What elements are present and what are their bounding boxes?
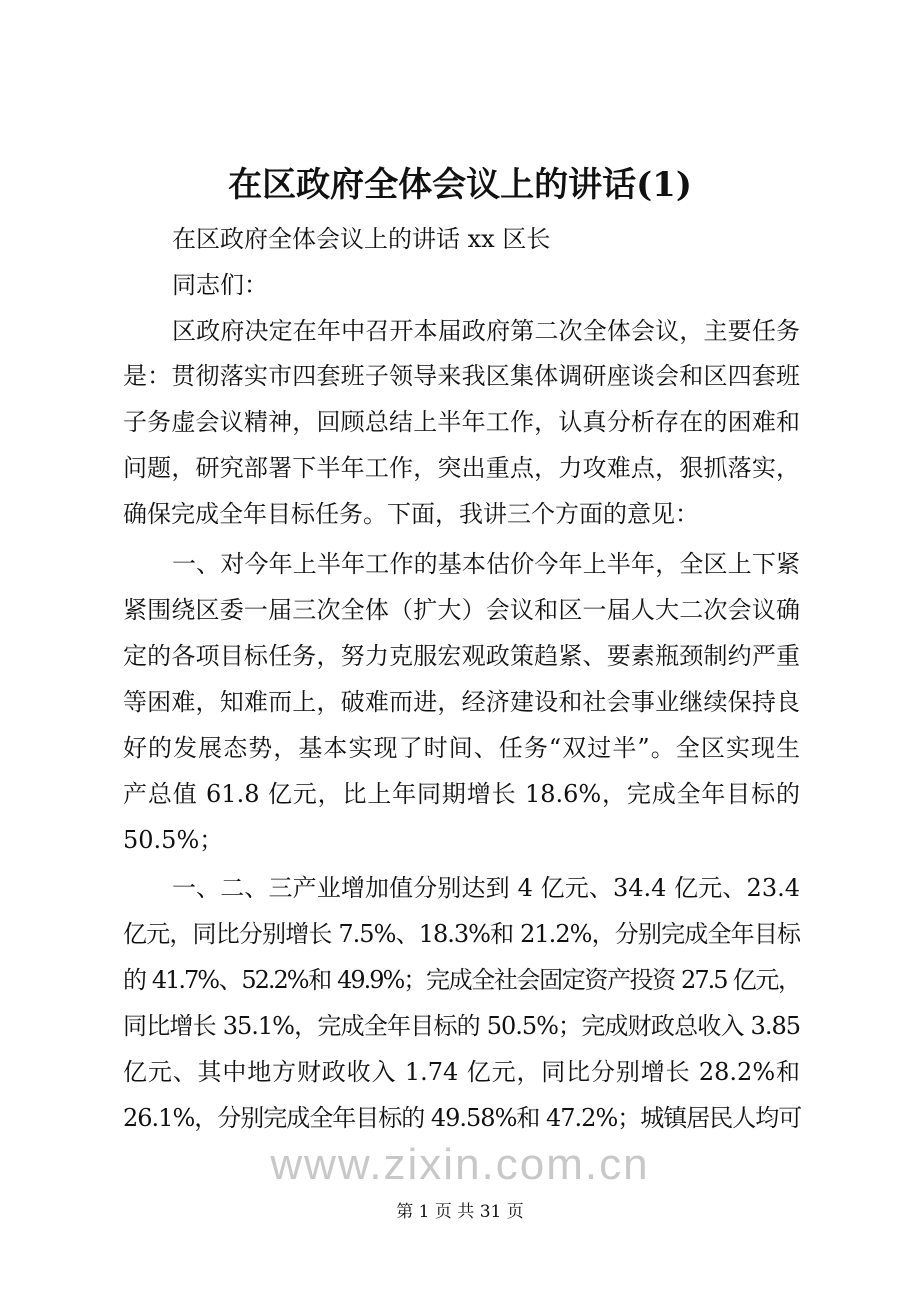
text-line: 好的发展态势，基本实现了时间、任务“双过半”。全区实现生 bbox=[123, 734, 800, 762]
text-line: 在区政府全体会议上的讲话 xx 区长 bbox=[172, 225, 551, 253]
watermark: www.zixin.com.cn bbox=[270, 1140, 650, 1189]
text-line: 产总值 61.8 亿元，比上年同期增长 18.6%，完成全年目标的 bbox=[123, 780, 800, 808]
text-line: 是：贯彻落实市四套班子领导来我区集体调研座谈会和区四套班 bbox=[123, 362, 800, 390]
text-line: 一、对今年上半年工作的基本估价今年上半年，全区上下紧 bbox=[172, 550, 800, 578]
text-line: 子务虚会议精神，回顾总结上半年工作，认真分析存在的困难和 bbox=[123, 408, 800, 436]
text-line: 同比增长 35.1%，完成全年目标的 50.5%；完成财政总收入 3.85 bbox=[123, 1012, 800, 1040]
text-line: 紧围绕区委一届三次全体（扩大）会议和区一届人大二次会议确 bbox=[123, 596, 800, 624]
page-footer: 第 1 页 共 31 页 bbox=[396, 1202, 524, 1222]
text-line: 问题，研究部署下半年工作，突出重点，力攻难点，狠抓落实， bbox=[123, 454, 800, 482]
text-line: 区政府决定在年中召开本届政府第二次全体会议，主要任务 bbox=[172, 317, 800, 345]
text-line: 50.5%； bbox=[123, 826, 224, 854]
text-line: 亿元、其中地方财政收入 1.74 亿元，同比分别增长 28.2%和 bbox=[123, 1058, 800, 1086]
text-line: 同志们： bbox=[172, 271, 268, 299]
text-line: 定的各项目标任务，努力克服宏观政策趋紧、要素瓶颈制约严重 bbox=[123, 642, 800, 670]
text-line: 等困难，知难而上，破难而进，经济建设和社会事业继续保持良 bbox=[123, 688, 800, 716]
text-line: 一、二、三产业增加值分别达到 4 亿元、34.4 亿元、23.4 bbox=[172, 874, 800, 902]
text-line: 亿元，同比分别增长 7.5%、18.3%和 21.2%，分别完成全年目标 bbox=[123, 920, 800, 948]
text-line: 确保完成全年目标任务。下面，我讲三个方面的意见： bbox=[123, 500, 699, 528]
text-line: 的 41.7%、52.2%和 49.9%；完成全社会固定资产投资 27.5 亿元， bbox=[123, 966, 800, 994]
document-title: 在区政府全体会议上的讲话(1) bbox=[228, 165, 692, 205]
text-line: 26.1%，分别完成全年目标的 49.58%和 47.2%；城镇居民人均可 bbox=[123, 1104, 802, 1132]
